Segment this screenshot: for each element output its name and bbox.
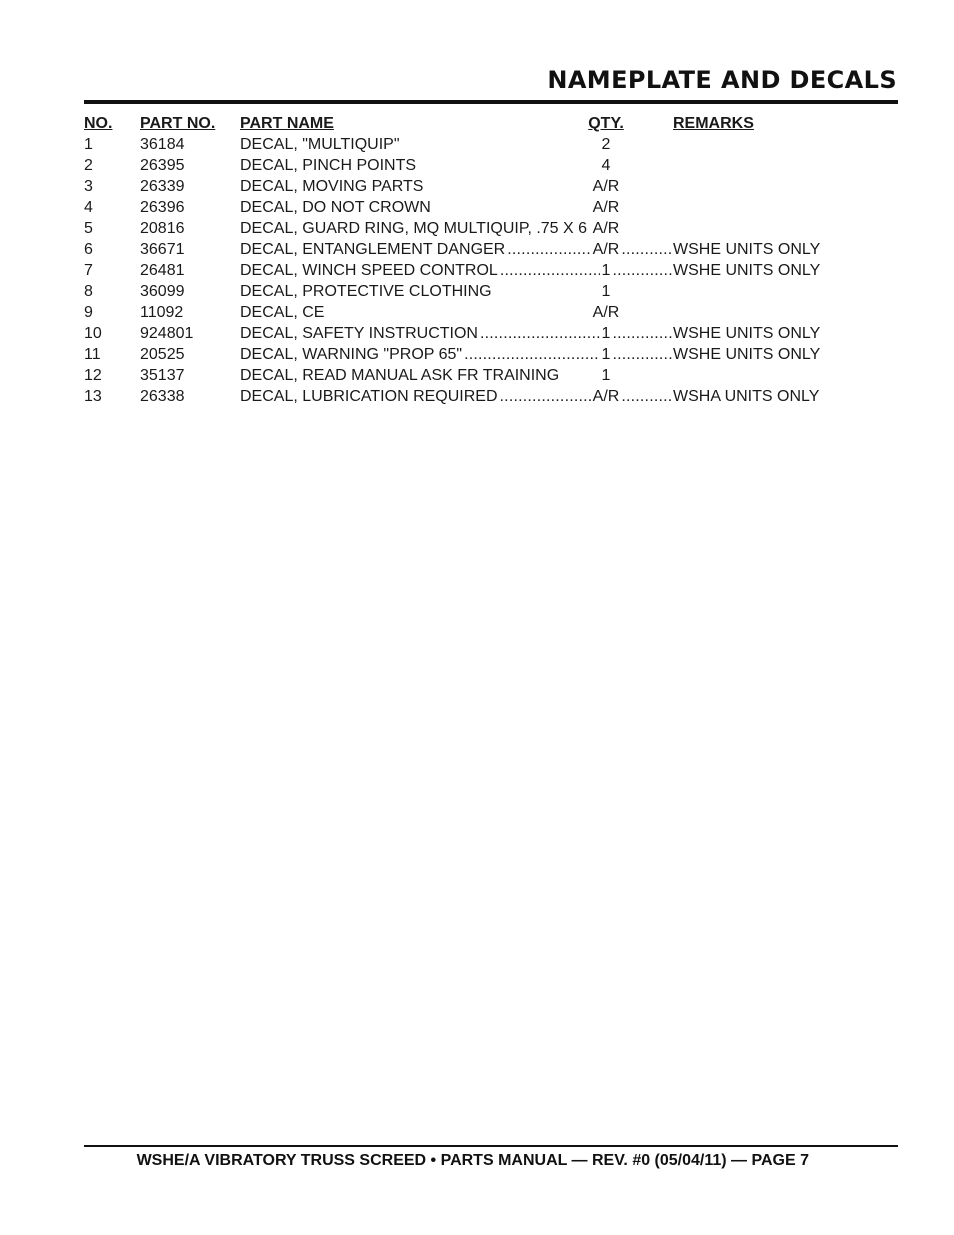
- quantity: 1: [601, 325, 611, 342]
- part-name: DECAL, SAFETY INSTRUCTION: [240, 325, 478, 342]
- dot-leader: [612, 344, 672, 365]
- remarks: WSHE UNITS ONLY: [673, 262, 821, 279]
- table-row: [0, 386, 954, 407]
- table-row: [0, 323, 954, 344]
- table-row: [0, 344, 954, 365]
- part-number: 26481: [140, 262, 185, 279]
- table-row: [0, 302, 954, 323]
- item-number: 2: [84, 157, 93, 174]
- page-title: NAMEPLATE AND DECALS: [547, 66, 897, 94]
- part-name: DECAL, PROTECTIVE CLOTHING: [240, 283, 492, 300]
- item-number: 11: [84, 346, 101, 363]
- quantity: A/R: [592, 220, 620, 237]
- part-number: 20816: [140, 220, 185, 237]
- quantity: 1: [601, 283, 611, 300]
- part-name: DECAL, DO NOT CROWN: [240, 199, 431, 216]
- dot-leader: [621, 239, 672, 260]
- part-number: 26338: [140, 388, 185, 405]
- quantity: A/R: [592, 199, 620, 216]
- header-remarks: REMARKS: [673, 115, 754, 132]
- dot-leader: [500, 260, 600, 281]
- item-number: 13: [84, 388, 102, 405]
- item-number: 7: [84, 262, 93, 279]
- part-name: DECAL, GUARD RING, MQ MULTIQUIP, .75 X 6: [240, 220, 588, 237]
- part-number: 924801: [140, 325, 194, 342]
- part-number: 36184: [140, 136, 185, 153]
- dot-leader: [480, 323, 600, 344]
- table-row: [0, 197, 954, 218]
- header-part-name: PART NAME: [240, 115, 334, 132]
- page-footer: WSHE/A VIBRATORY TRUSS SCREED • PARTS MANUAL — REV. #0 (05/04/11) — PAGE 7: [136, 1152, 809, 1169]
- table-row: [0, 218, 954, 239]
- remarks: WSHE UNITS ONLY: [673, 241, 821, 258]
- quantity: 4: [601, 157, 611, 174]
- dot-leader: [507, 239, 590, 260]
- dot-leader: [500, 386, 591, 407]
- part-name: DECAL, READ MANUAL ASK FR TRAINING: [240, 367, 560, 384]
- item-number: 12: [84, 367, 102, 384]
- quantity: 2: [601, 136, 611, 153]
- dot-leader: [621, 386, 672, 407]
- table-row: [0, 134, 954, 155]
- remarks: WSHA UNITS ONLY: [673, 388, 820, 405]
- header-no: NO.: [84, 115, 113, 132]
- part-number: 36099: [140, 283, 185, 300]
- table-row: [0, 155, 954, 176]
- part-number: 11092: [140, 304, 184, 321]
- item-number: 3: [84, 178, 93, 195]
- remarks: WSHE UNITS ONLY: [673, 325, 821, 342]
- part-name: DECAL, CE: [240, 304, 325, 321]
- title-divider: [84, 100, 898, 104]
- part-name: DECAL, "MULTIQUIP": [240, 136, 400, 153]
- quantity: A/R: [592, 388, 620, 405]
- part-name: DECAL, MOVING PARTS: [240, 178, 424, 195]
- item-number: 5: [84, 220, 93, 237]
- item-number: 8: [84, 283, 93, 300]
- table-header: [0, 113, 954, 134]
- item-number: 10: [84, 325, 102, 342]
- header-part-no: PART NO.: [140, 115, 216, 132]
- footer-divider: [84, 1145, 898, 1147]
- item-number: 6: [84, 241, 93, 258]
- dot-leader: [612, 323, 672, 344]
- table-row: [0, 239, 954, 260]
- table-row: [0, 281, 954, 302]
- part-name: DECAL, PINCH POINTS: [240, 157, 417, 174]
- part-name: DECAL, LUBRICATION REQUIRED: [240, 388, 498, 405]
- item-number: 9: [84, 304, 93, 321]
- remarks: WSHE UNITS ONLY: [673, 346, 821, 363]
- item-number: 4: [84, 199, 93, 216]
- quantity: A/R: [592, 241, 620, 258]
- quantity: 1: [601, 367, 611, 384]
- part-name: DECAL, WARNING "PROP 65": [240, 346, 463, 363]
- part-number: 36671: [140, 241, 185, 258]
- dot-leader: [464, 344, 599, 365]
- part-number: 20525: [140, 346, 185, 363]
- part-number: 26396: [140, 199, 185, 216]
- part-number: 35137: [140, 367, 185, 384]
- quantity: 1: [601, 346, 611, 363]
- table-row: [0, 260, 954, 281]
- part-name: DECAL, WINCH SPEED CONTROL: [240, 262, 498, 279]
- header-qty: QTY.: [588, 115, 624, 132]
- quantity: A/R: [592, 304, 620, 321]
- quantity: 1: [601, 262, 611, 279]
- part-number: 26339: [140, 178, 185, 195]
- part-number: 26395: [140, 157, 185, 174]
- table-row: [0, 176, 954, 197]
- item-number: 1: [84, 136, 93, 153]
- table-row: [0, 365, 954, 386]
- part-name: DECAL, ENTANGLEMENT DANGER: [240, 241, 506, 258]
- quantity: A/R: [592, 178, 620, 195]
- dot-leader: [612, 260, 672, 281]
